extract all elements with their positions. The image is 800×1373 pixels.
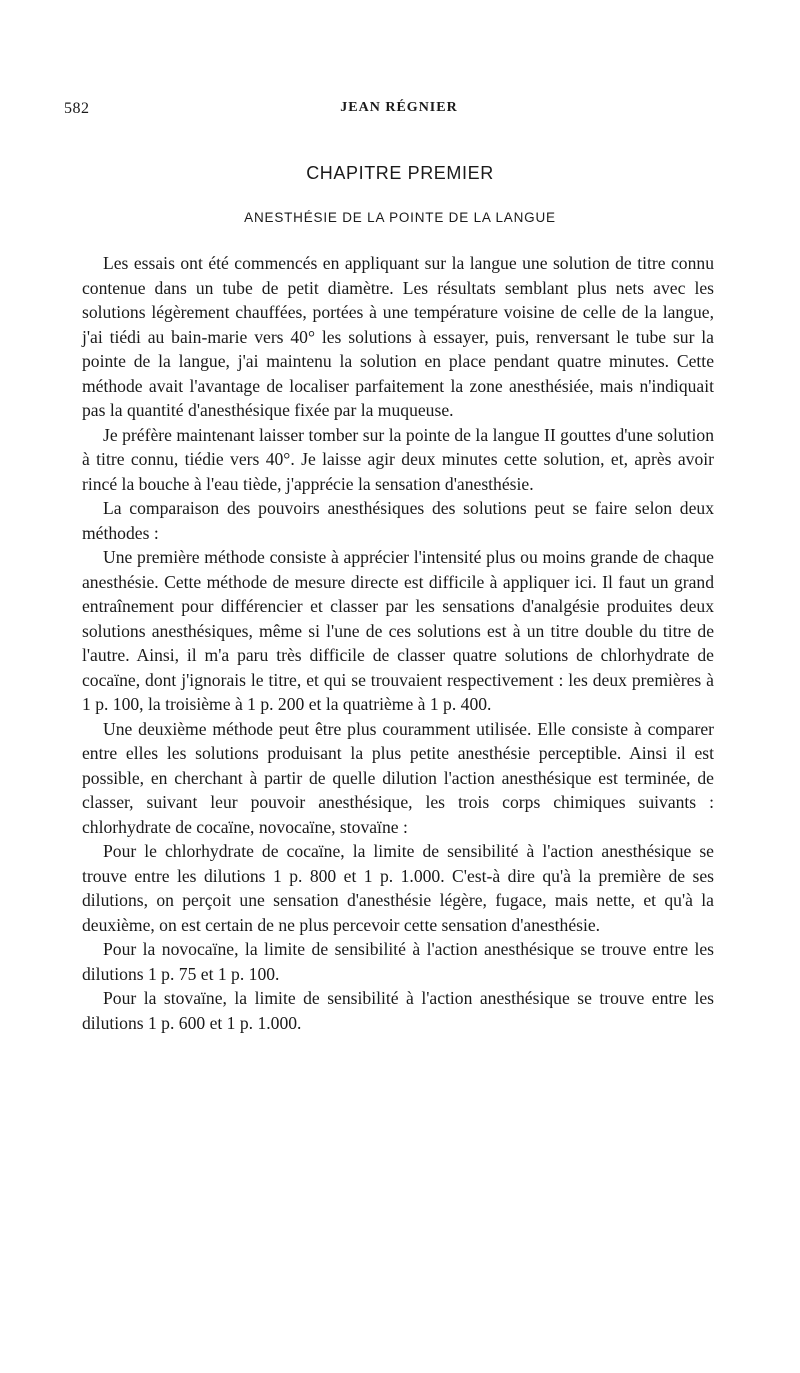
chapter-title: CHAPITRE PREMIER: [306, 163, 494, 183]
paragraph: Pour la stovaïne, la limite de sensibilité à l'action anesthésique se trouve entre les dilutions 1 p. 600 et 1 p. 1.000.: [82, 988, 714, 1033]
paragraph: Pour le chlorhydrate de cocaïne, la limite de sensibilité à l'action anesthésique se trouve entre les dilutions 1 p. 800 et 1 p. 1.000. C'est-à dire qu'à la première de ses dilutions, on perçoit une sensation d'anesthésie légère, fugace, mais nette, et qu'à la deuxième, on est certain de ne plus percevoir cette sensation d'anesthésie.: [82, 841, 714, 935]
paragraph: Une première méthode consiste à apprécier l'intensité plus ou moins grande de chaque anesthésie. Cette méthode de mesure directe est difficile à appliquer ici. Il faut un grand entraînement pour différencier et classer par les sensations d'analgésie produites deux solutions anesthésiques, même si l'une de ces solutions est à un titre double du titre de l'autre. Ainsi, il m'a paru très difficile de classer quatre solutions de chlorhydrate de cocaïne, dont j'ignorais le titre, et qui se trouvaient respectivement : les deux premières à 1 p. 100, la troisième à 1 p. 200 et la quatrième à 1 p. 400.: [82, 547, 714, 714]
paragraph: Je préfère maintenant laisser tomber sur la pointe de la langue II gouttes d'une solution à titre connu, tiédie vers 40°. Je laisse agir deux minutes cette solution, et, après avoir rincé la bouche à l'eau tiède, j'apprécie la sensation d'anesthésie.: [82, 424, 714, 494]
paragraph: Les essais ont été commencés en appliquant sur la langue une solution de titre connu contenue dans un tube de petit diamètre. Les résultats semblant plus nets avec les solutions légèrement chauffées, portées à une température voisine de celle de la langue, j'ai tiédi au bain-marie vers 40° les solutions à essayer, puis, renversant le tube sur la pointe de la langue, j'ai maintenu la solution en place pendant quatre minutes. Cette méthode avait l'avantage de localiser parfaitement la zone anesthésiée, mais n'indiquait pas la quantité d'anesthésique fixée par la muqueuse.: [82, 253, 714, 420]
paragraph: Une deuxième méthode peut être plus couramment utilisée. Elle consiste à comparer entre elles les solutions produisant la plus petite anesthésie perceptible. Ainsi il est possible, en cherchant à partir de quelle dilution l'action anesthésique est terminée, de classer, suivant leur pouvoir anesthésique, les trois corps chimiques suivants : chlorhydrate de cocaïne, novocaïne, stovaïne :: [82, 718, 714, 837]
paragraph: La comparaison des pouvoirs anesthésiques des solutions peut se faire selon deux méthodes :: [82, 498, 714, 543]
running-head: [64, 100, 734, 124]
running-title: JEAN RÉGNIER: [340, 100, 458, 115]
section-title: ANESTHÉSIE DE LA POINTE DE LA LANGUE: [244, 210, 556, 225]
page-number: 582: [64, 100, 90, 117]
paragraph: Pour la novocaïne, la limite de sensibilité à l'action anesthésique se trouve entre les dilutions 1 p. 75 et 1 p. 100.: [82, 939, 714, 984]
body-text: [82, 251, 714, 1035]
